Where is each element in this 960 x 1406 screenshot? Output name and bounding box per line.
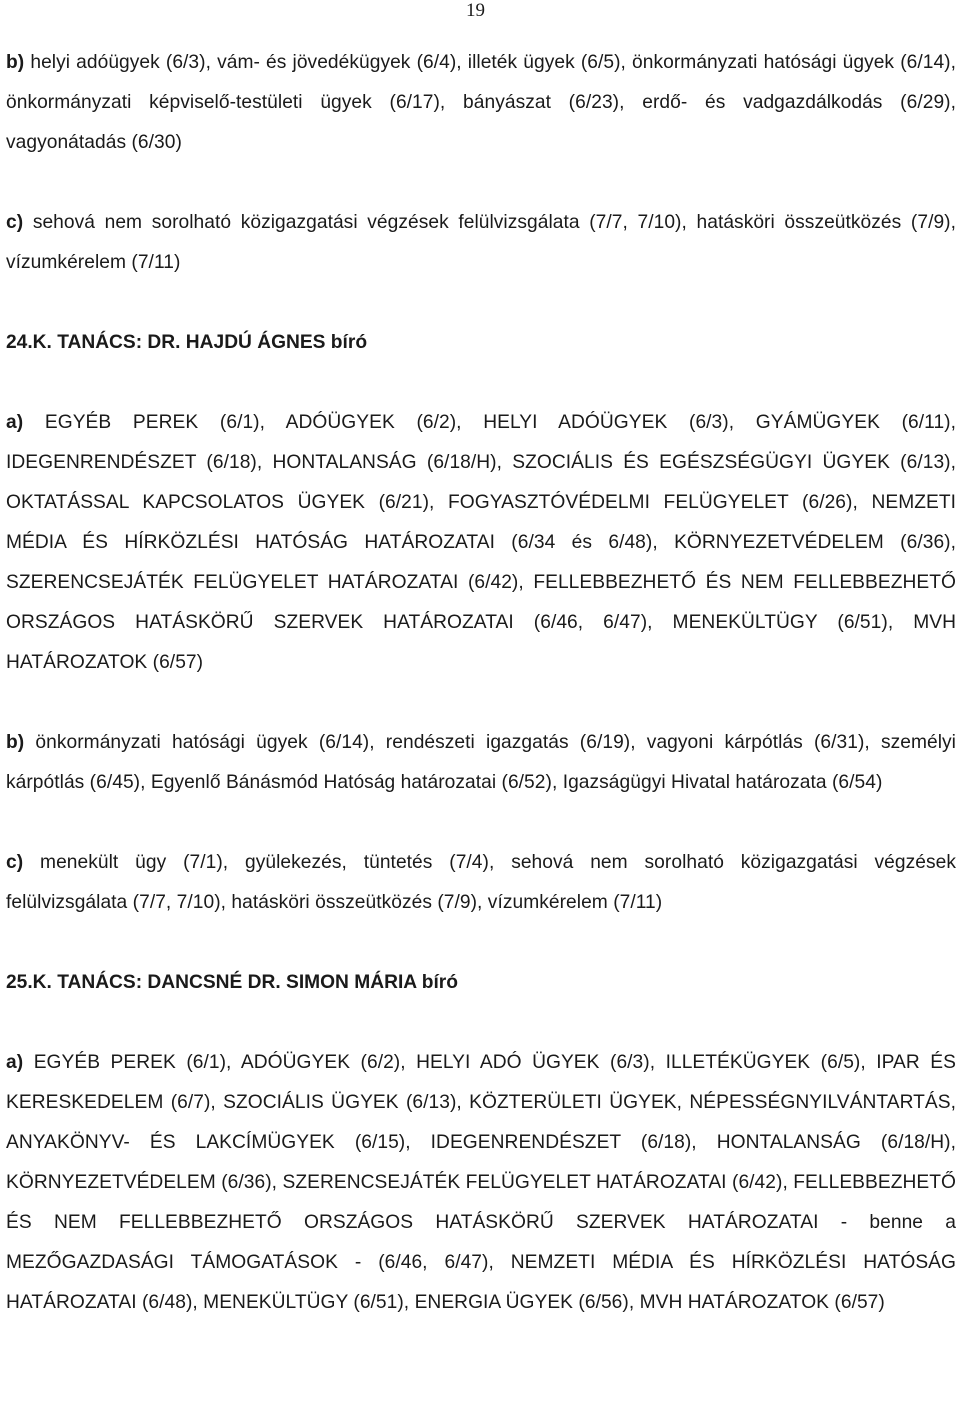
- section-c-paragraph: [6, 203, 956, 283]
- item-label: a): [6, 412, 24, 433]
- section-a-paragraph: [6, 1043, 956, 1323]
- item-text: EGYÉB PEREK (6/1), ADÓÜGYEK (6/2), HELYI ADÓ ÜGYEK (6/3), ILLETÉKÜGYEK (6/5), IPAR ÉS KERESKEDELEM (6/7), SZOCIÁLIS ÜGYEK (6/13), KÖZTERÜLETI ÜGYEK, NÉPESSÉGNYILVÁNTARTÁS, ANYAKÖNYV- ÉS LAKCÍMÜGYEK (6/15), IDEGENRENDÉSZET (6/18), HONTALANSÁG (6/18/H), KÖRNYEZETVÉDELEM (6/36), SZERENCSEJÁTÉK FELÜGYELET HATÁROZATAI (6/42), FELLEBBEZHETŐ ÉS NEM FELLEBBEZHETŐ ORSZÁGOS HATÁSKÖRŰ SZERVEK HATÁROZATAI - benne a MEZŐGAZDASÁGI TÁMOGATÁSOK - (6/46, 6/47), NEMZETI MÉDIA ÉS HÍRKÖZLÉSI HATÓSÁG HATÁROZATAI (6/48), MENEKÜLTÜGY (6/51), ENERGIA ÜGYEK (6/56), MVH HATÁROZATOK (6/57): [6, 1052, 956, 1313]
- item-text: menekült ügy (7/1), gyülekezés, tüntetés (7/4), sehová nem sorolható közigazgatási végzések felülvizsgálata (7/7, 7/10), hatásköri összeütközés (7/9), vízumkérelem (7/11): [6, 852, 956, 913]
- item-text: EGYÉB PEREK (6/1), ADÓÜGYEK (6/2), HELYI ADÓÜGYEK (6/3), GYÁMÜGYEK (6/11), IDEGENRENDÉSZET (6/18), HONTALANSÁG (6/18/H), SZOCIÁLIS ÉS EGÉSZSÉGÜGYI ÜGYEK (6/13), OKTATÁSSAL KAPCSOLATOS ÜGYEK (6/21), FOGYASZTÓVÉDELMI FELÜGYELET (6/26), NEMZETI MÉDIA ÉS HÍRKÖZLÉSI HATÓSÁG HATÁROZATAI (6/34 és 6/48), KÖRNYEZETVÉDELEM (6/36), SZERENCSEJÁTÉK FELÜGYELET HATÁROZATAI (6/42), FELLEBBEZHETŐ ÉS NEM FELLEBBEZHETŐ ORSZÁGOS HATÁSKÖRŰ SZERVEK HATÁROZATAI (6/46, 6/47), MENEKÜLTÜGY (6/51), MVH HATÁROZATOK (6/57): [6, 412, 956, 673]
- item-label: b): [6, 52, 25, 73]
- section-c-paragraph: [6, 843, 956, 923]
- item-text: sehová nem sorolható közigazgatási végzések felülvizsgálata (7/7, 7/10), hatásköri összeütközés (7/9), vízumkérelem (7/11): [6, 212, 956, 273]
- item-label: a): [6, 1052, 24, 1073]
- item-text: önkormányzati hatósági ügyek (6/14), rendészeti igazgatás (6/19), vagyoni kárpótlás (6/31), személyi kárpótlás (6/45), Egyenlő Bánásmód Hatóság határozatai (6/52), Igazságügyi Hivatal határozata (6/54): [6, 732, 956, 793]
- item-text: helyi adóügyek (6/3), vám- és jövedékügyek (6/4), illeték ügyek (6/5), önkormányzati hatósági ügyek (6/14), önkormányzati képviselő-testületi ügyek (6/17), bányászat (6/23), erdő- és vadgazdálkodás (6/29), vagyonátadás (6/30): [6, 52, 956, 153]
- section-b-paragraph: [6, 723, 956, 803]
- council-heading-24: 24.K. TANÁCS: DR. HAJDÚ ÁGNES bíró: [6, 332, 368, 353]
- item-label: b): [6, 732, 25, 753]
- item-label: c): [6, 852, 24, 873]
- item-label: c): [6, 212, 24, 233]
- section-b-paragraph: [6, 43, 956, 163]
- section-a-paragraph: [6, 403, 956, 683]
- council-heading-25: 25.K. TANÁCS: DANCSNÉ DR. SIMON MÁRIA bíró: [6, 972, 458, 993]
- document-body: [6, 43, 956, 1323]
- page-number: 19: [466, 0, 485, 21]
